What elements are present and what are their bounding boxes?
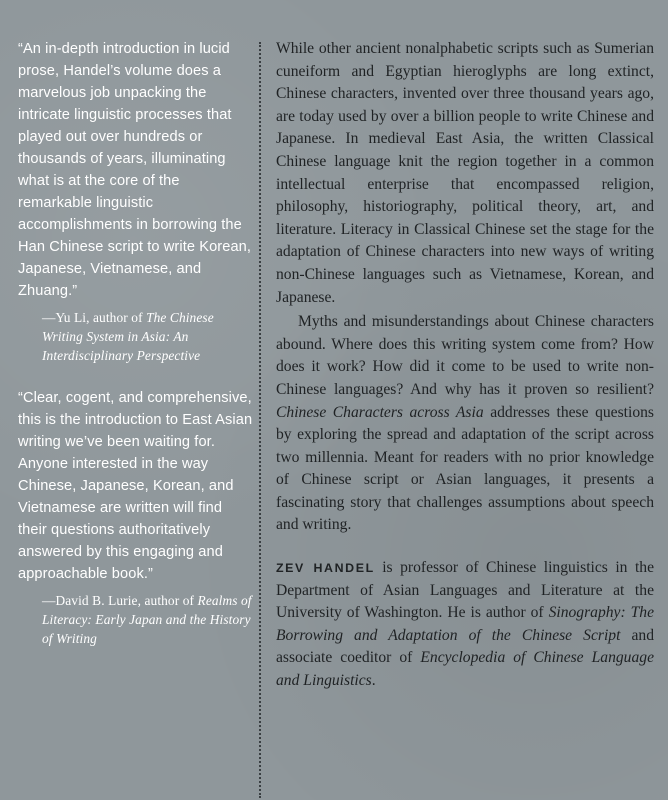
description-paragraph-1: While other ancient nonalphabetic scripts such as Sumerian cuneiform and Egyptian hieroglyphs are long extinct, Chinese characters, invented over three thousand years ago, are today used by over a billion people to write Chinese and Japanese. In medieval East Asia, the written Classical Chinese language knit the region together in a common intellectual enterprise that encompassed religion, philosophy, historiography, political theory, art, and literature. Literacy in Classical Chinese set the stage for the adaptation of Chinese characters into new ways of writing non-Chinese languages such as Vietnamese, Korean, and Japanese.	[276, 40, 654, 306]
dotted-column-divider	[259, 42, 261, 798]
bio-text-b: and associate coeditor of	[276, 626, 654, 667]
bio-book-title-1: Sinography: The Borrowing and Adaptation of the Chinese Script	[276, 604, 654, 644]
author-name: ZEV HANDEL	[276, 561, 375, 576]
attribution-lead-2: —David B. Lurie, author of	[42, 593, 198, 608]
attribution-title-1: The Chinese Writing System in Asia: An Interdisciplinary Perspective	[42, 310, 214, 363]
endorsement-attribution-1	[18, 308, 254, 365]
endorsement-quote-1: “An in-depth introduction in lucid prose, Handel’s volume does a marvelous job unpacking the intricate linguistic processes that played out over hundreds or thousands of years, illuminating what is at the core of the remarkable linguistic accomplishments in borrowing the Han Chinese script to write Korean, Japanese, Vietnamese, and Zhuang.”	[18, 41, 252, 299]
paragraph-2-text-b: addresses these questions by exploring the spread and adaptation of the script across two millennia. Meant for readers with no prior knowledge of Chinese script or Asian languages, it presents a fascinating story that challenges assumptions about speech and writing.	[276, 403, 654, 534]
endorsements-column	[18, 38, 254, 648]
endorsement-attribution-2	[18, 591, 254, 648]
bio-text-a: is professor of Chinese linguistics in the Department of Asian Languages and Literature at the University of Washington. He is author of	[276, 559, 654, 622]
description-paragraph-2	[276, 311, 654, 537]
book-title-italic: Chinese Characters across Asia	[276, 403, 484, 421]
paragraph-2-text-a: Myths and misunderstandings about Chinese characters abound. Where does this writing system come from? How does it work? How did it come to be used to write non-Chinese languages? And why has it proven so resilient?	[276, 313, 654, 398]
description-column	[276, 38, 654, 693]
attribution-lead-1: —Yu Li, author of	[42, 310, 147, 325]
author-bio	[276, 557, 654, 693]
attribution-title-2: Realms of Literacy: Early Japan and the History of Writing	[42, 593, 252, 646]
bio-text-c: .	[371, 672, 376, 690]
bio-book-title-2: Encyclopedia of Chinese Language and Linguistics	[276, 649, 654, 690]
endorsement-quote-2: “Clear, cogent, and comprehensive, this is the introduction to East Asian writing we’ve been waiting for. Anyone interested in the way Chinese, Japanese, Korean, and Vietnamese are written will find their questions authoritatively answered by this engaging and approachable book.”	[18, 390, 253, 582]
